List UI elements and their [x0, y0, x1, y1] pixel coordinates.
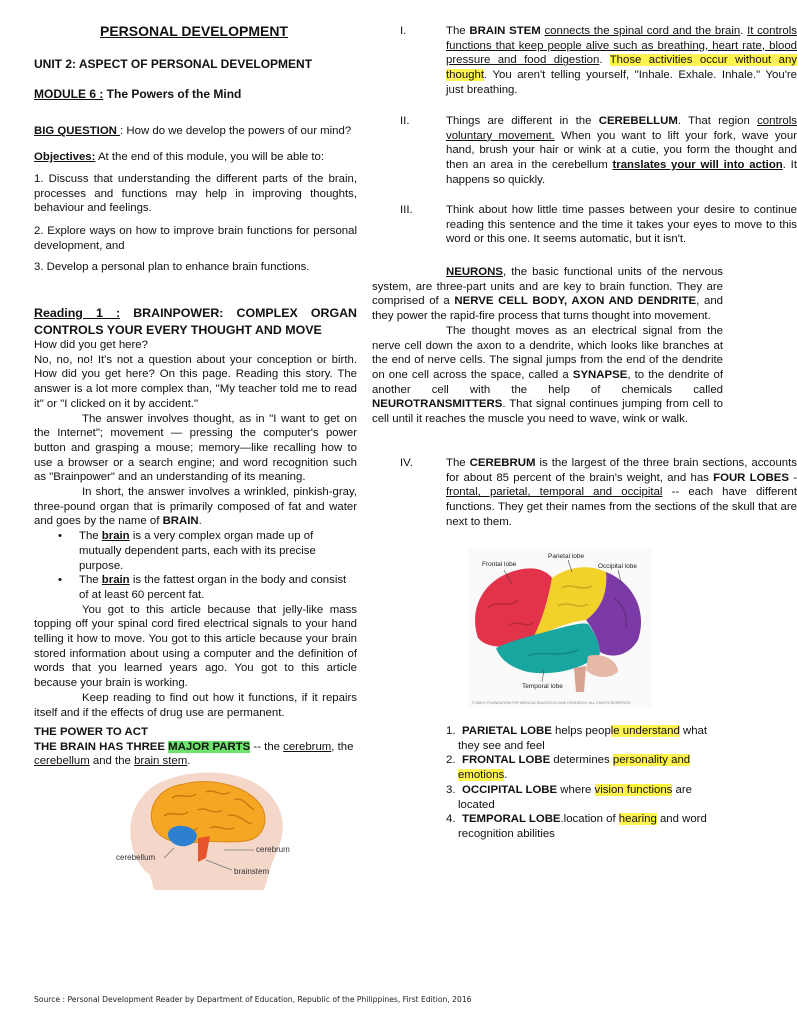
bullet-text: is a very complex organ made up of mutually dependent parts, each with its precise purpose.: [79, 530, 316, 572]
text: .: [599, 54, 610, 67]
paragraph: The answer involves thought, as in "I want to get on the Internet"; movement — pressing the computer's power button and grasping a mouse; memory—like recalling how to use a browser or a search engine; and word recognition such as "Brainpower" and an understanding of its meaning.: [34, 412, 357, 484]
text: . It happens so quickly.: [446, 159, 797, 186]
brain-term: brain: [101, 574, 130, 587]
highlight: personality and emotions: [458, 754, 691, 782]
list-item: [446, 753, 726, 782]
paragraph: Keep reading to find out how it functions, if it repairs itself and if the effects of drug use are permanent.: [34, 691, 357, 719]
text: , the basic functional units of the nervous system, are three-part units and are key to brain function. They are comprised of a: [372, 266, 723, 308]
text: .: [504, 769, 508, 782]
text: . You aren't telling yourself, "Inhale. Exhale. Inhale." You're just breathing.: [446, 69, 797, 96]
underlined-text: frontal, parietal, temporal and occipital: [446, 486, 663, 499]
brainstem-label: brainstem: [234, 867, 270, 876]
cerebrum-term: CEREBRUM: [469, 457, 536, 469]
four-lobes-term: FOUR LOBES: [713, 471, 789, 484]
brain-stem-term: brain stem: [134, 755, 188, 768]
text: .: [740, 25, 748, 37]
text: -- each have different functions. They get their names from the sections of the skull that are next to them.: [446, 486, 797, 528]
text: are located: [458, 783, 693, 811]
cerebellum-term: CEREBELLUM: [598, 115, 678, 127]
highlight: vision functions: [594, 783, 673, 796]
unit-heading: UNIT 2: ASPECT OF PERSONAL DEVELOPMENT: [34, 57, 313, 71]
paragraph: No, no, no! It's not a question about your conception or birth. How did you get here? On this page. Reading this story. The answer is a lot more complex than, "My teacher told me to read it" or "I clicked on it by accident.": [34, 353, 357, 410]
objectives-label: Objectives:: [34, 151, 96, 163]
lobe-name: OCCIPITAL LOBE: [462, 783, 558, 796]
roman-numeral: II.: [400, 115, 410, 127]
page-title: PERSONAL DEVELOPMENT: [100, 23, 288, 39]
text: The: [446, 25, 470, 37]
item-number: 4.: [446, 813, 456, 826]
objective-2: 2. Explore ways on how to improve brain functions for personal development, and: [34, 225, 357, 252]
text: . That region: [677, 115, 758, 127]
objective-3: 3. Develop a personal plan to enhance brain functions.: [34, 261, 310, 273]
brain-parts-diagram: [114, 770, 324, 890]
paragraph: [372, 265, 723, 324]
brainstem-shape: [574, 666, 586, 692]
section-cerebellum: [372, 114, 797, 188]
underlined-text: connects the spinal cord and the brain: [544, 25, 741, 37]
text: Think about how little time passes between your desire to continue reading this sentence and the time it takes your eyes to move to this word or this one. It seems automatic, but it isn't.: [446, 204, 797, 246]
lobe-name: PARIETAL LOBE: [462, 725, 552, 737]
power-text: [34, 740, 357, 769]
paragraph: [372, 324, 723, 427]
paragraph: You got to this article because that jelly-like mass topping off your spinal cord fired electrical signals to your hand telling it how to move. You got to this article because your brain stored information about using a computer and the definition of words that you learned years ago. You got to this article because your brain is working.: [34, 603, 357, 690]
power-text-part: and the: [89, 755, 135, 768]
text: is the largest of the three brain sections, accounts for about 85 percent of the brain's weight, and has: [446, 457, 797, 484]
text: .location of: [560, 813, 619, 826]
cerebellum-label: cerebellum: [116, 853, 156, 862]
item-number: 2.: [446, 754, 456, 767]
power-text-part: , the: [331, 740, 354, 753]
cerebellum-term: cerebellum: [34, 755, 90, 768]
text: what they see and feel: [458, 725, 708, 752]
neurotransmitters-term: NEUROTRANSMITTERS: [372, 398, 503, 411]
cerebrum-term: cerebrum: [283, 740, 332, 753]
underlined-text: It controls functions that keep people alive such as breathing, heart rate, blood pressure and food digestion: [446, 25, 797, 67]
roman-numeral: III.: [400, 204, 413, 216]
highlight: le understand: [610, 725, 680, 737]
bullet-item: [34, 529, 357, 573]
nerve-cell-term: NERVE CELL BODY, AXON AND DENDRITE: [454, 295, 697, 308]
synapse-term: SYNAPSE: [572, 368, 628, 381]
lobe-functions-list: [446, 724, 726, 842]
image-credit: © MAYO FOUNDATION FOR MEDICAL EDUCATION AND RESEARCH. ALL RIGHTS RESERVED.: [472, 701, 632, 705]
text: Things are different in the: [446, 115, 599, 127]
module-heading: [34, 87, 241, 102]
text: The: [446, 457, 470, 469]
lobe-name: TEMPORAL LOBE: [462, 813, 561, 826]
item-number: 1.: [446, 725, 456, 737]
highlight: hearing: [618, 813, 657, 826]
brain-term: BRAIN: [162, 515, 199, 528]
text: When you want to lift your fork, wave your hand, brush your hair or wink at a cutie, you form the thought and then an area in the cerebellum: [446, 129, 797, 172]
source-citation: Source : Personal Development Reader by Department of Education, Republic of the Philippines, First Edition, 2016: [34, 995, 472, 1004]
objective-1: 1. Discuss that understanding the different parts of the brain, processes and functions may help in improving thoughts, behaviour and feelings.: [34, 173, 357, 215]
big-question-label: BIG QUESTION: [34, 125, 121, 137]
parietal-lobe-label: Parietal lobe: [548, 553, 585, 560]
reading-title: BRAINPOWER: COMPLEX ORGAN CONTROLS YOUR EVERY THOUGHT AND MOVE: [34, 306, 358, 337]
module-title: The Powers of the Mind: [103, 87, 242, 101]
text: -: [788, 471, 797, 484]
paragraph-text: .: [198, 515, 202, 528]
section-cerebrum: [372, 456, 797, 530]
text: , to the dendrite of another cell with the help of chemicals called: [372, 368, 723, 396]
power-title: THE POWER TO ACT: [34, 726, 148, 738]
underlined-bold-text: translates your will into action: [612, 159, 783, 172]
section-timing: [372, 203, 797, 247]
neurons-section: [372, 265, 723, 427]
temporal-lobe-label: Temporal lobe: [522, 683, 563, 690]
text: The thought moves as an electrical signal from the nerve cell down the axon to a dendrite, which looks like branches at the end of nerve cells. The signal jumps from the end of the dendrite on one cell across the space, called a: [372, 324, 723, 381]
text: and word recognition abilities: [458, 813, 707, 840]
item-number: 3.: [446, 783, 456, 796]
bullet-text: is the fattest organ in the body and consist of at least 60 percent fat.: [79, 574, 347, 601]
text: , and they power the rapid-fire process that turns thought into movement.: [372, 295, 724, 323]
major-parts-highlight: MAJOR PARTS: [168, 740, 251, 753]
power-section: [34, 725, 357, 769]
reading-body: [34, 338, 357, 720]
brain-stem-term: BRAIN STEM: [469, 25, 541, 37]
list-item: [446, 724, 726, 753]
paragraph: [34, 485, 357, 529]
power-text-part: THE BRAIN HAS THREE: [34, 740, 169, 753]
roman-numeral: I.: [400, 25, 407, 37]
brain-term: brain: [101, 530, 130, 543]
highlight: Those activities occur without any thought: [446, 54, 797, 82]
big-question-text: : How do we develop the powers of our mind?: [120, 125, 352, 137]
objectives-text: At the end of this module, you will be able to:: [95, 151, 325, 163]
bullet-text: The: [79, 530, 102, 543]
paragraph-text: In short, the answer involves a wrinkled, pinkish-gray, three-pound organ that is primarily composed of fat and water and goes by the name of: [34, 486, 357, 528]
lobe-name: FRONTAL LOBE: [462, 754, 551, 767]
power-text-part: -- the: [250, 740, 284, 753]
bullet-item: [34, 573, 357, 602]
power-text-part: .: [187, 755, 191, 768]
text: determines: [550, 754, 613, 767]
list-item: [446, 812, 726, 841]
module-label: MODULE 6 :: [34, 87, 104, 101]
list-item: [446, 783, 726, 812]
frontal-lobe-label: Frontal lobe: [482, 561, 517, 568]
roman-numeral: IV.: [400, 457, 413, 469]
occipital-lobe-label: Occipital lobe: [598, 563, 638, 570]
objectives-intro: [34, 150, 324, 165]
text: . That signal continues jumping from cell to cell until it reaches the muscle you need to wave, wink or walk.: [372, 398, 723, 426]
text: where: [557, 783, 595, 796]
text: helps peop: [551, 725, 611, 737]
paragraph: How did you get here?: [34, 339, 148, 351]
big-question: [34, 124, 351, 139]
reading-heading: [34, 305, 357, 339]
reading-label: Reading 1 :: [34, 306, 121, 320]
neurons-term: NEURONS: [446, 266, 503, 278]
underlined-text: controls voluntary movement.: [446, 115, 797, 142]
section-brain-stem: [372, 24, 797, 98]
brain-lobes-diagram: [468, 548, 652, 708]
cerebrum-label: cerebrum: [256, 845, 290, 854]
bullet-text: The: [79, 574, 102, 587]
